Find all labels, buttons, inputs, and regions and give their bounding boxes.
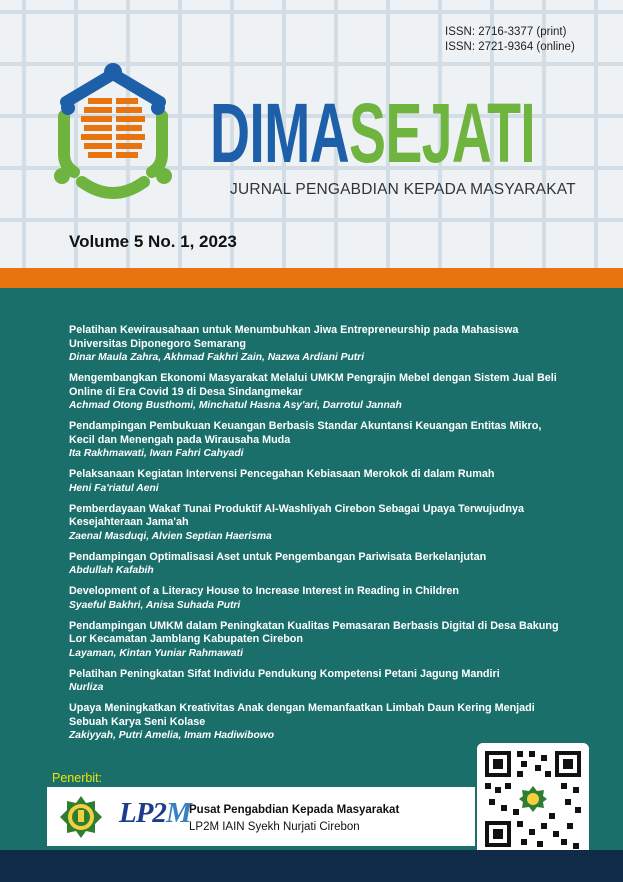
article-authors: Layaman, Kintan Yuniar Rahmawati (69, 647, 243, 659)
article-list (69, 324, 569, 750)
article-authors: Abdullah Kafabih (69, 565, 154, 576)
article-item (69, 372, 569, 412)
journal-title-part2: SEJATI (349, 86, 536, 180)
journal-title (210, 88, 535, 178)
article-title: Pelatihan Peningkatan Sifat Individu Pendukung Kompetensi Petani Jagung Mandiri (69, 667, 500, 680)
qr-code-icon[interactable] (477, 743, 589, 855)
article-authors: Heni Fa'riatul Aeni (69, 482, 159, 494)
issn-block (445, 25, 575, 55)
article-item (69, 420, 569, 460)
article-authors: Dinar Maula Zahra, Akhmad Fakhri Zain, Nazwa Ardiani Putri (69, 352, 365, 363)
article-title: Pemberdayaan Wakaf Tunai Produktif Al-Washliyah Cirebon Sebagai Upaya Terwujudnya Kesejahteraan Jama'ah (69, 502, 524, 528)
lp2m-logo: LP2M (119, 797, 191, 829)
journal-logo-icon (48, 58, 178, 208)
article-authors: Achmad Otong Busthomi, Minchatul Hasna Asy'ari, Darrotul Jannah (69, 400, 402, 411)
article-title: Pendampingan UMKM dalam Peningkatan Kualitas Pemasaran Berbasis Digital di Desa Bakung Lor Kecamatan Jamblang Kabupaten Cirebon (69, 619, 559, 645)
article-item (69, 468, 569, 495)
article-item (69, 585, 569, 612)
article-authors: Nurliza (69, 682, 104, 693)
article-item (69, 668, 569, 695)
journal-title-part1: DIMA (210, 86, 350, 180)
journal-subtitle: JURNAL PENGABDIAN KEPADA MASYARAKAT (230, 181, 576, 198)
article-item (69, 503, 569, 543)
article-title: Development of a Literacy House to Increase Interest in Reading in Children (69, 585, 459, 597)
article-authors: Zaenal Masduqi, Alvien Septian Haerisma (69, 530, 272, 542)
article-title: Pendampingan Pembukuan Keuangan Berbasis Standar Akuntansi Keuangan Entitas Mikro, Kecil dan Menengah pada Wirausaha Muda (69, 420, 542, 446)
article-authors: Ita Rakhmawati, Iwan Fahri Cahyadi (69, 448, 244, 459)
orange-divider (0, 268, 623, 288)
volume-label: Volume 5 No. 1, 2023 (69, 232, 237, 251)
article-title: Pelaksanaan Kegiatan Intervensi Pencegahan Kebiasaan Merokok di dalam Rumah (69, 468, 495, 480)
article-title: Mengembangkan Ekonomi Masyarakat Melalui UMKM Pengrajin Mebel dengan Sistem Jual Beli Online di Era Covid 19 di Desa Sindangmekar (69, 372, 557, 398)
publisher-institution: LP2M IAIN Syekh Nurjati Cirebon (189, 821, 360, 833)
bottom-strip (0, 850, 623, 882)
issn-print: ISSN: 2716-3377 (print) (445, 26, 567, 38)
article-item (69, 702, 569, 742)
publisher-box (47, 787, 475, 846)
article-title: Pendampingan Optimalisasi Aset untuk Pengembangan Pariwisata Berkelanjutan (69, 550, 487, 563)
iain-emblem-icon (59, 795, 103, 839)
cover-header (0, 0, 623, 268)
article-title: Upaya Meningkatkan Kreativitas Anak dengan Memanfaatkan Limbah Daun Kering Menjadi Sebuah Karya Seni Kolase (69, 702, 535, 728)
article-title: Pelatihan Kewirausahaan untuk Menumbuhkan Jiwa Entrepreneurship pada Mahasiswa Universitas Diponegoro Semarang (69, 324, 519, 350)
issn-online: ISSN: 2721-9364 (online) (445, 41, 575, 53)
publisher-label: Penerbit: (52, 771, 103, 785)
article-item (69, 324, 569, 364)
article-authors: Syaeful Bakhri, Anisa Suhada Putri (69, 599, 241, 611)
article-item (69, 620, 569, 660)
article-item (69, 551, 569, 578)
article-authors: Zakiyyah, Putri Amelia, Imam Hadiwibowo (69, 730, 275, 741)
publisher-name: Pusat Pengabdian Kepada Masyarakat (189, 804, 400, 816)
